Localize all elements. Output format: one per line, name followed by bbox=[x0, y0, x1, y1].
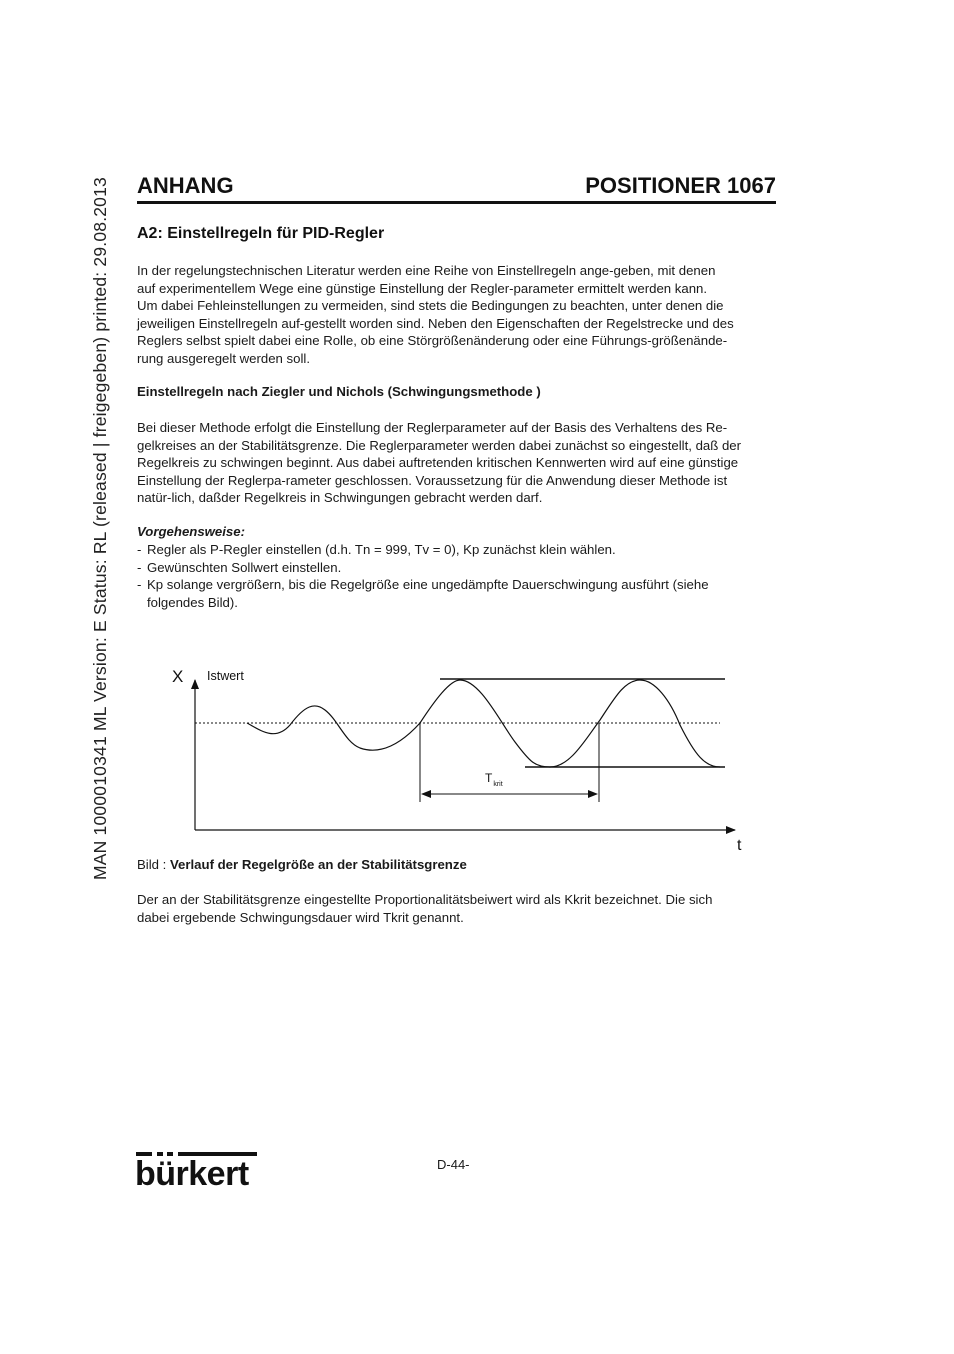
list-item-text bbox=[147, 576, 709, 611]
list-item-line: Gewünschten Sollwert einstellen. bbox=[147, 559, 342, 575]
burkert-logo bbox=[135, 1152, 257, 1192]
period-subscript: krit bbox=[493, 781, 503, 788]
method-line: gelkreises an der Stabilitätsgrenze. Die Reglerparameter werden dabei zunächst so eingestellt, daß der bbox=[137, 437, 742, 453]
list-item bbox=[137, 559, 779, 577]
list-dash: - bbox=[137, 542, 142, 557]
intro-paragraph bbox=[137, 262, 779, 367]
header-product: POSITIONER 1067 bbox=[585, 173, 776, 198]
figure-caption bbox=[137, 856, 467, 874]
section-title: A2: Einstellregeln für PID-Regler bbox=[137, 225, 385, 242]
period-label bbox=[485, 771, 503, 788]
intro-line: Reglers selbst spielt dabei eine Rolle, ob eine Störgrößenänderung oder eine Führungs-größenände- bbox=[137, 333, 728, 348]
method-heading: Einstellregeln nach Ziegler und Nichols (Schwingungsmethode ) bbox=[137, 384, 541, 399]
list-item-line: Kp solange vergrößern, bis die Regelgröße eine ungedämpfte Dauerschwingung ausführt (siehe bbox=[147, 577, 709, 592]
intro-line: In der regelungstechnischen Literatur werden eine Reihe von Einstellregeln ange-geben, mit denen bbox=[137, 263, 716, 278]
closing-line: dabei ergebende Schwingungsdauer wird Tkrit genannt. bbox=[137, 909, 464, 925]
page-header bbox=[137, 172, 776, 206]
oscillation-figure bbox=[160, 660, 760, 860]
method-line: Regelkreis zu schwingen beginnt. Aus dabei auftretenden kritischen Kennwerten wird auf eine günstige bbox=[137, 455, 739, 470]
intro-line: jeweiligen Einstellregeln auf-gestellt worden sind. Neben den Eigenschaften der Regelstrecke und des bbox=[137, 315, 734, 331]
list-dash: - bbox=[137, 577, 142, 592]
y-axis-label: Istwert bbox=[207, 669, 244, 683]
list-item-line: Regler als P-Regler einstellen (d.h. Tn = 999, Tv = 0), Kp zunächst klein wählen. bbox=[147, 542, 616, 557]
caption-prefix: Bild : bbox=[137, 857, 170, 872]
header-chapter: ANHANG bbox=[137, 173, 234, 198]
intro-line: auf experimentellem Wege eine günstige Einstellung der Regler-parameter ermittelt werden kann. bbox=[137, 280, 708, 296]
list-item bbox=[137, 576, 779, 611]
document-stamp: MAN 1000010341 ML Version: E Status: RL (released | freigegeben) printed: 29.08.2013 bbox=[90, 177, 110, 880]
method-line: natür-lich, daßder Regelkreis in Schwingungen gebracht werden darf. bbox=[137, 490, 543, 505]
list-dash: - bbox=[137, 559, 142, 575]
method-paragraph bbox=[137, 419, 779, 507]
method-line: Einstellung der Reglerpa-rameter geschlossen. Voraussetzung für die Anwendung dieser Methode ist bbox=[137, 472, 728, 488]
list-item bbox=[137, 541, 779, 559]
procedure-steps bbox=[137, 541, 779, 611]
y-axis-symbol: X bbox=[172, 667, 184, 686]
header-rule bbox=[137, 201, 776, 204]
page-number: D-44- bbox=[437, 1157, 470, 1172]
closing-paragraph bbox=[137, 891, 779, 926]
intro-line: rung ausgeregelt werden soll. bbox=[137, 350, 311, 366]
period-symbol: T bbox=[485, 771, 493, 785]
list-item-text bbox=[147, 541, 616, 559]
intro-line: Um dabei Fehleinstellungen zu vermeiden, sind stets die Bedingungen zu beachten, unter denen die bbox=[137, 298, 724, 313]
x-axis-symbol: t bbox=[737, 837, 742, 854]
procedure-title: Vorgehensweise: bbox=[137, 524, 245, 539]
caption-title: Verlauf der Regelgröße an der Stabilitätsgrenze bbox=[169, 857, 467, 872]
logo-wordmark: bürkert bbox=[135, 1155, 249, 1193]
list-item-text bbox=[147, 559, 341, 577]
closing-line: Der an der Stabilitätsgrenze eingestellte Proportionalitätsbeiwert wird als Kkrit bezeichnet. Die sich bbox=[137, 892, 713, 907]
list-item-line: folgendes Bild). bbox=[147, 594, 238, 610]
method-line: Bei dieser Methode erfolgt die Einstellung der Reglerparameter auf der Basis des Verhaltens des Re- bbox=[137, 420, 728, 435]
